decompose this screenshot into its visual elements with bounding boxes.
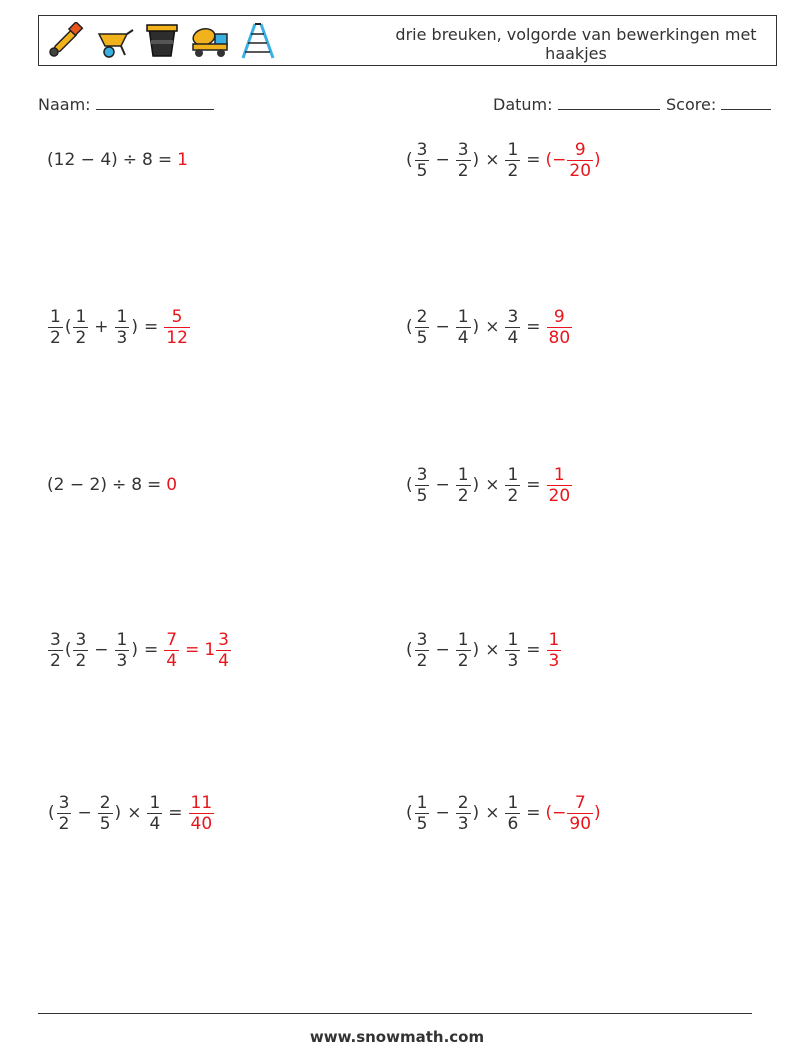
numerator: 3 [75, 629, 87, 650]
operator: ÷ [122, 150, 138, 170]
numerator: 5 [171, 306, 183, 327]
answer-value: (− [545, 803, 567, 823]
numerator: 11 [190, 792, 213, 813]
parenthesis: ( [48, 803, 55, 823]
numerator: 3 [507, 306, 519, 327]
fraction [415, 630, 430, 671]
denominator: 90 [569, 813, 592, 834]
wheelbarrow-icon [93, 22, 135, 60]
answer-fraction [164, 307, 190, 348]
score-line[interactable] [721, 93, 771, 110]
operator: − [435, 640, 450, 660]
answer-operator: = [185, 640, 200, 660]
operator: = [526, 150, 541, 170]
answer-fraction [216, 630, 231, 671]
score-label: Score: [666, 95, 717, 114]
numerator: 3 [50, 629, 61, 650]
denominator: 5 [416, 485, 428, 506]
parenthesis: ) [472, 317, 480, 337]
parenthesis: ( [406, 803, 413, 823]
denominator: 12 [166, 327, 188, 348]
problem-6 [405, 460, 573, 510]
fraction [98, 793, 113, 834]
answer-fraction [547, 307, 573, 348]
fraction [456, 307, 471, 348]
denominator: 2 [457, 160, 469, 181]
numerator: 9 [574, 139, 586, 160]
expression-text: (12 − 4) [47, 150, 118, 170]
problem-3 [47, 302, 191, 352]
denominator: 5 [416, 160, 428, 181]
parenthesis: ) [114, 803, 122, 823]
fraction [415, 465, 430, 506]
answer-value: ) [594, 150, 601, 170]
numerator: 3 [416, 139, 428, 160]
operator: = [526, 317, 541, 337]
denominator: 20 [548, 485, 571, 506]
denominator: 20 [569, 160, 592, 181]
parenthesis: ) [472, 803, 480, 823]
numerator: 1 [50, 306, 61, 327]
answer-value: ) [594, 803, 601, 823]
answer-fraction [567, 793, 593, 834]
footer-divider [38, 1013, 752, 1014]
numerator: 1 [553, 464, 565, 485]
fraction [456, 793, 471, 834]
operator: = [526, 803, 541, 823]
denominator: 2 [50, 327, 61, 348]
numerator: 3 [218, 629, 229, 650]
fraction [456, 630, 471, 671]
numerator: 3 [58, 792, 70, 813]
numerator: 7 [574, 792, 586, 813]
numerator: 1 [507, 139, 519, 160]
denominator: 3 [507, 650, 519, 671]
expression-text: 8 [131, 475, 143, 495]
ladder-icon [237, 22, 279, 60]
numerator: 1 [416, 792, 428, 813]
operator: − [94, 640, 109, 660]
problem-7 [47, 625, 232, 675]
denominator: 4 [457, 327, 469, 348]
answer-fraction [547, 630, 562, 671]
operator: = [144, 317, 159, 337]
numerator: 2 [416, 306, 428, 327]
denominator: 5 [99, 813, 111, 834]
denominator: 80 [548, 327, 571, 348]
numerator: 3 [416, 464, 428, 485]
operator: − [435, 150, 450, 170]
numerator: 3 [416, 629, 428, 650]
answer-value: 1 [177, 150, 188, 170]
denominator: 3 [116, 650, 128, 671]
denominator: 2 [507, 160, 519, 181]
fraction [57, 793, 72, 834]
operator: × [485, 803, 500, 823]
parenthesis: ( [406, 475, 413, 495]
numerator: 1 [507, 464, 519, 485]
parenthesis: ) [472, 640, 480, 660]
denominator: 4 [507, 327, 519, 348]
operator: = [526, 475, 541, 495]
parenthesis: ) [131, 640, 139, 660]
parenthesis: ) [472, 150, 480, 170]
fraction [505, 307, 520, 348]
numerator: 1 [116, 306, 128, 327]
operator: − [435, 317, 450, 337]
problem-1 [47, 135, 188, 185]
date-field[interactable] [493, 93, 660, 114]
fraction [115, 307, 130, 348]
name-line[interactable] [96, 93, 214, 110]
date-label: Datum: [493, 95, 553, 114]
fraction [73, 630, 88, 671]
denominator: 4 [218, 650, 229, 671]
fraction [505, 465, 520, 506]
denominator: 3 [457, 813, 469, 834]
denominator: 40 [190, 813, 213, 834]
numerator: 1 [507, 792, 519, 813]
operator: = [144, 640, 159, 660]
operator: − [435, 475, 450, 495]
denominator: 3 [116, 327, 128, 348]
numerator: 1 [457, 464, 469, 485]
answer-fraction [547, 465, 573, 506]
numerator: 7 [166, 629, 178, 650]
cement-truck-icon [189, 22, 231, 60]
footer-url: www.snowmath.com [309, 1028, 485, 1046]
problem-9 [47, 788, 215, 838]
parenthesis: ( [64, 317, 72, 337]
answer-value: (− [545, 150, 567, 170]
numerator: 1 [75, 306, 87, 327]
operator: − [435, 803, 450, 823]
fraction [147, 793, 162, 834]
operator: × [485, 475, 500, 495]
parenthesis: ) [472, 475, 480, 495]
pipe-wrench-icon [45, 22, 87, 60]
parenthesis: ( [406, 640, 413, 660]
fraction [115, 630, 130, 671]
worksheet-title: drie breuken, volgorde van bewerkingen met haakjes [395, 25, 757, 63]
fraction [48, 630, 63, 671]
problem-8 [405, 625, 562, 675]
problem-5 [47, 460, 177, 510]
numerator: 1 [116, 629, 128, 650]
denominator: 4 [166, 650, 178, 671]
parenthesis: ) [131, 317, 139, 337]
denominator: 5 [416, 327, 428, 348]
answer-fraction [567, 140, 593, 181]
answer-fraction [164, 630, 179, 671]
problem-4 [405, 302, 573, 352]
denominator: 2 [75, 327, 87, 348]
numerator: 2 [457, 792, 469, 813]
date-line[interactable] [558, 93, 660, 110]
denominator: 2 [457, 650, 469, 671]
operator: = [147, 475, 162, 495]
denominator: 3 [548, 650, 560, 671]
denominator: 2 [75, 650, 87, 671]
operator: × [485, 317, 500, 337]
numerator: 1 [548, 629, 560, 650]
expression-text: (2 − 2) [47, 475, 107, 495]
operator: − [77, 803, 92, 823]
expression-text: 8 [142, 150, 153, 170]
fraction [505, 793, 520, 834]
fraction [73, 307, 88, 348]
denominator: 4 [149, 813, 161, 834]
name-label: Naam: [38, 95, 91, 114]
operator: ÷ [111, 475, 127, 495]
operator: = [526, 640, 541, 660]
parenthesis: ( [406, 150, 413, 170]
denominator: 2 [416, 650, 428, 671]
worksheet-header [38, 15, 777, 66]
operator: + [94, 317, 109, 337]
fraction [456, 140, 471, 181]
operator: × [127, 803, 142, 823]
fraction [415, 307, 430, 348]
name-field[interactable] [38, 93, 214, 114]
bucket-icon [141, 22, 183, 60]
numerator: 2 [99, 792, 111, 813]
operator: = [168, 803, 183, 823]
fraction [415, 793, 430, 834]
fraction [456, 465, 471, 506]
header-icons [45, 22, 279, 60]
numerator: 9 [553, 306, 565, 327]
operator: × [485, 640, 500, 660]
parenthesis: ( [64, 640, 72, 660]
denominator: 2 [507, 485, 519, 506]
numerator: 1 [507, 629, 519, 650]
denominator: 5 [416, 813, 428, 834]
problem-10 [405, 788, 601, 838]
operator: = [157, 150, 173, 170]
numerator: 1 [457, 306, 469, 327]
fraction [505, 140, 520, 181]
fraction [505, 630, 520, 671]
answer-value: 1 [204, 640, 216, 660]
denominator: 6 [507, 813, 519, 834]
score-field[interactable] [666, 93, 771, 114]
parenthesis: ( [406, 317, 413, 337]
operator: × [485, 150, 500, 170]
numerator: 1 [457, 629, 469, 650]
answer-fraction [189, 793, 215, 834]
denominator: 2 [457, 485, 469, 506]
denominator: 2 [58, 813, 70, 834]
problem-2 [405, 135, 601, 185]
fraction [48, 307, 63, 348]
numerator: 1 [149, 792, 161, 813]
fraction [415, 140, 430, 181]
numerator: 3 [457, 139, 469, 160]
denominator: 2 [50, 650, 61, 671]
answer-value: 0 [166, 475, 178, 495]
